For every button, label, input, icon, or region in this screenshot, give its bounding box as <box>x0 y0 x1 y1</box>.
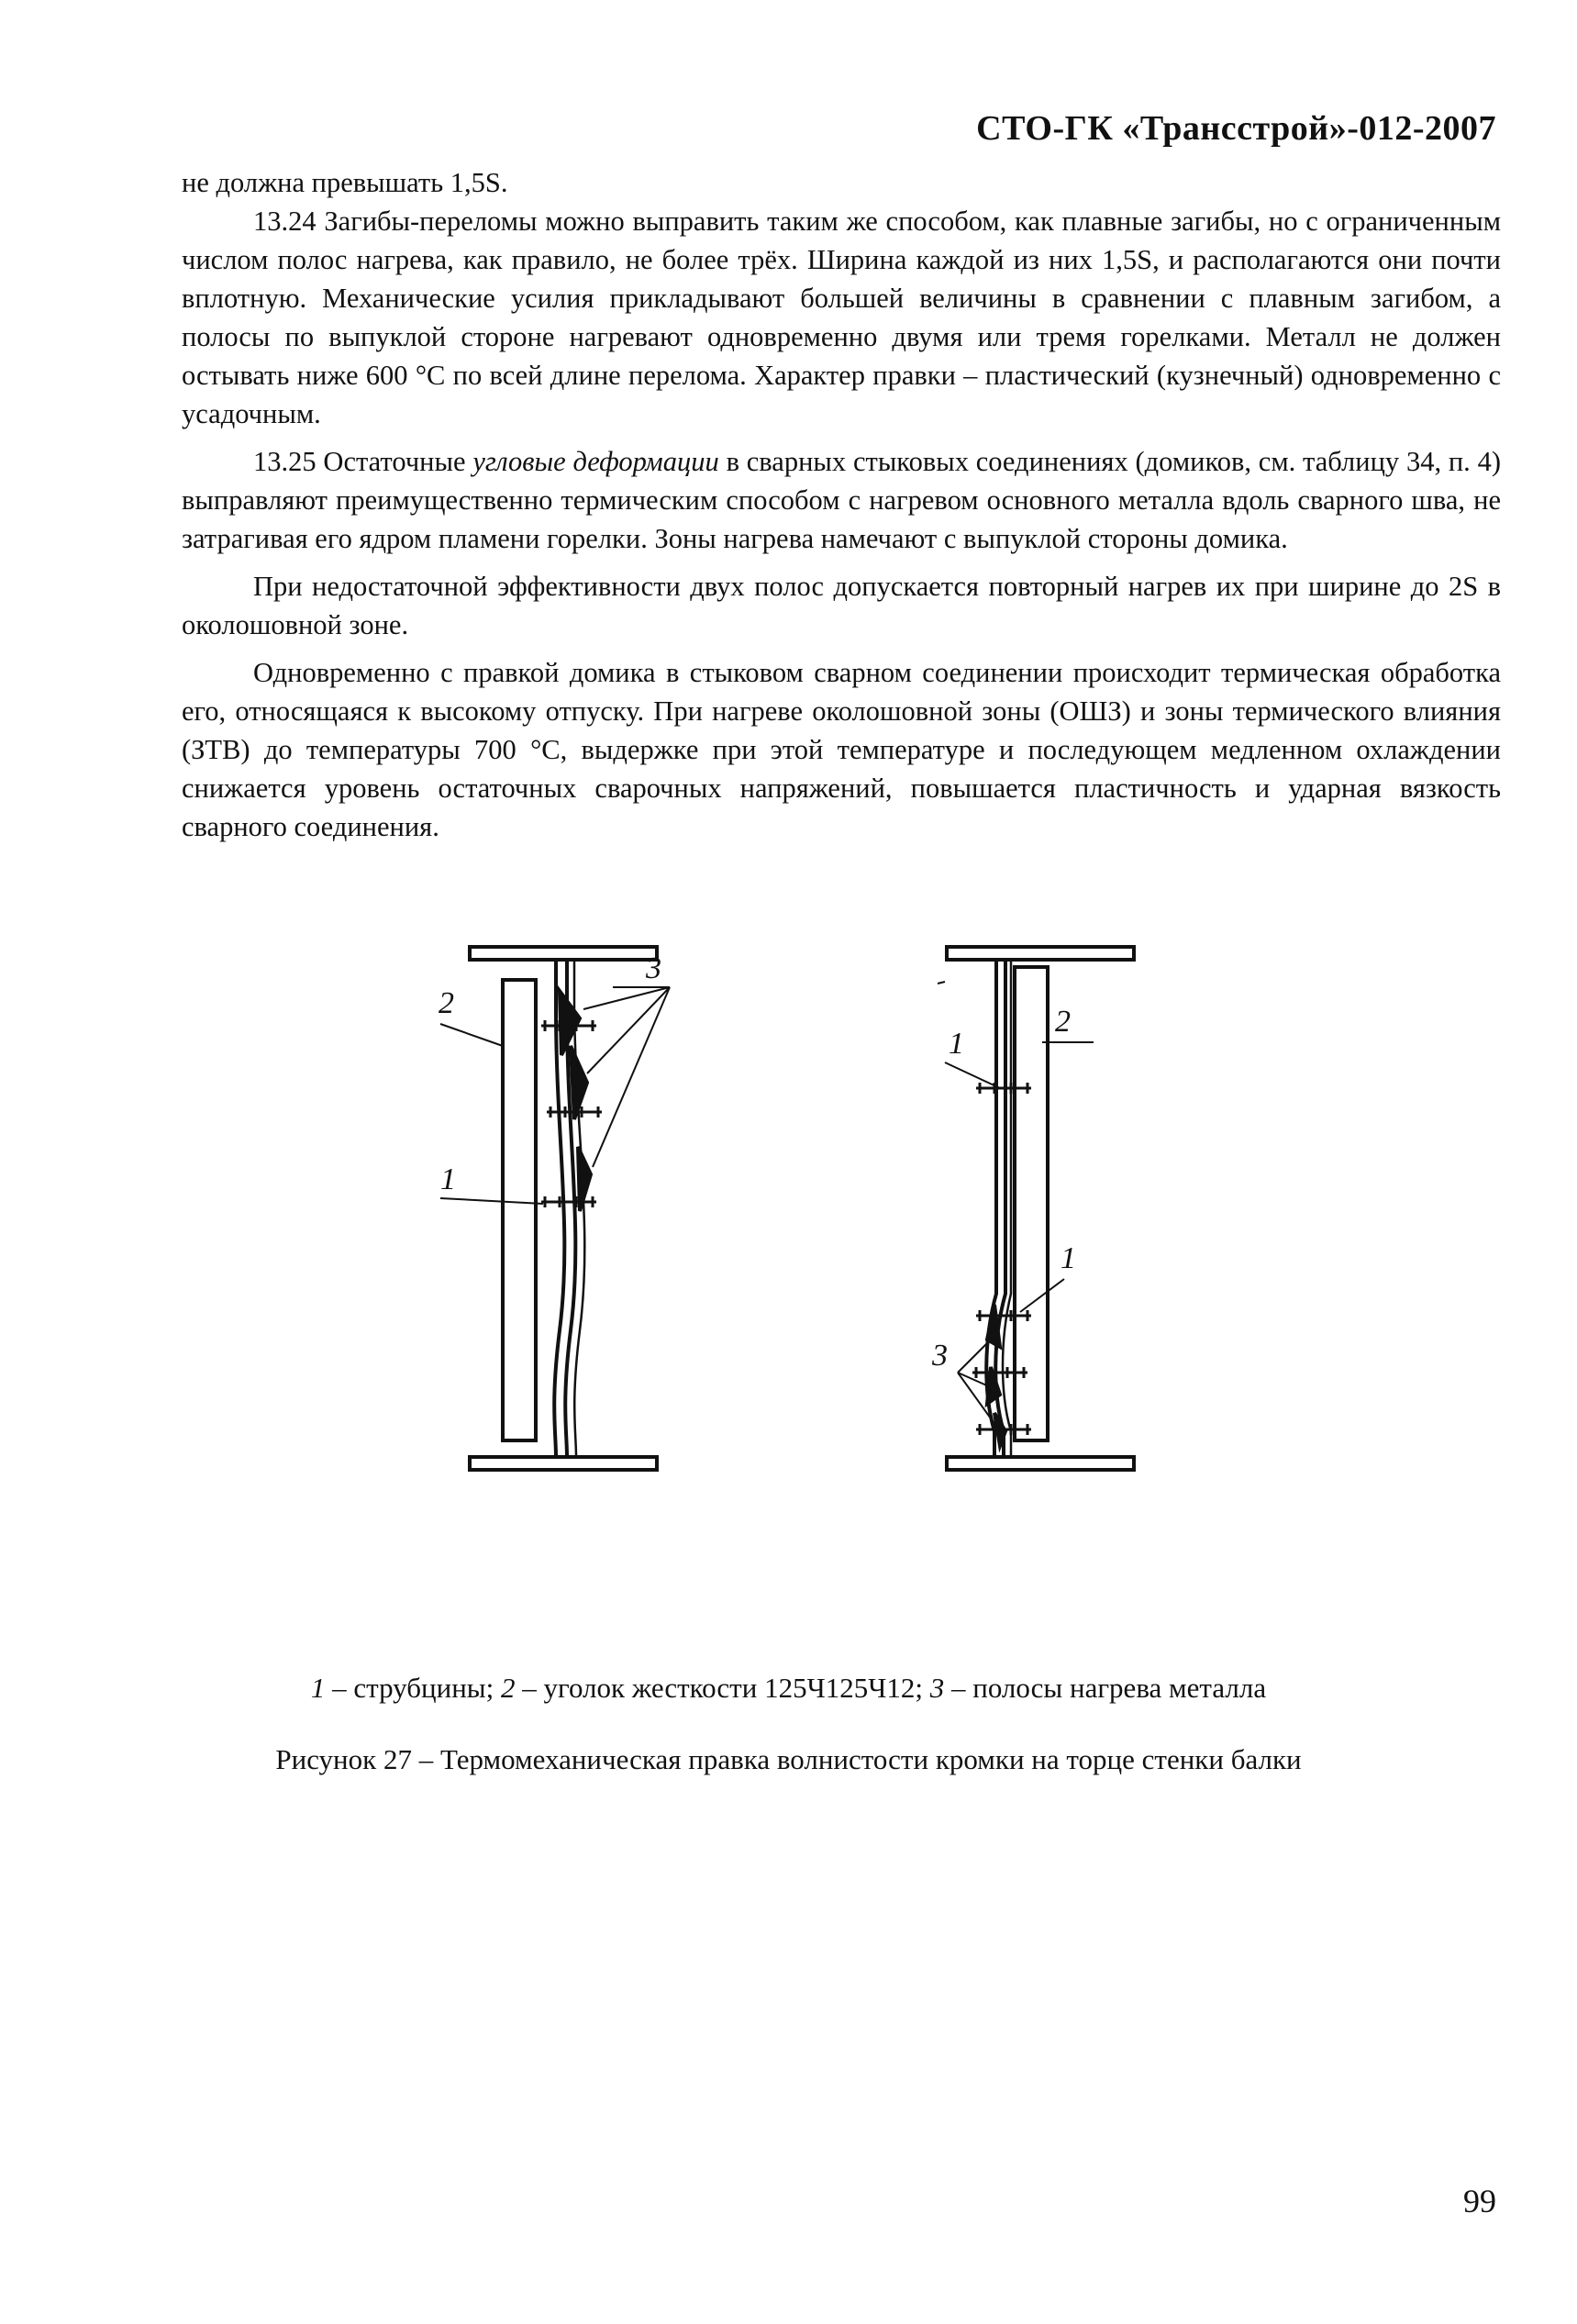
left-beam-section <box>440 947 670 1470</box>
paragraph-13-25-rest: в сварных стыковых соединениях (домиков, см. таблицу 34, п. 4) выправляют преимущественно термическим способом с нагревом основного металла вдоль сварного шва, не затрагивая его ядром пламени горелки. Зоны нагрева намечают с выпуклой стороны домика. <box>182 446 1502 554</box>
left-label-2-leader <box>440 1024 503 1046</box>
left-stiffener-angle <box>503 980 536 1440</box>
right-label-2: 2 <box>1055 1005 1071 1039</box>
left-top-flange <box>470 947 657 960</box>
right-label-1: 1 <box>949 1027 964 1061</box>
legend-num-1: 1 <box>310 1672 326 1704</box>
paragraph-heat-treatment: Одновременно с правкой домика в стыковом сварном соединении происходит термическая обработка его, относящаяся к высокому отпуску. При нагреве околошовной зоны (ОШЗ) и зоны термического влияния (ЗТВ) до температуры 700 °С, выдержке при этой температуре и последующем медленном охлаждении снижается уровень остаточных сварочных напряжений, повышается пластичность и ударная вязкость сварного соединения. <box>182 657 1501 842</box>
right-small-tick <box>938 982 945 984</box>
paragraph-13-25-italic: угловые деформации <box>472 446 719 477</box>
right-label-1b: 1 <box>1061 1241 1076 1275</box>
right-beam-section <box>938 947 1134 1470</box>
body-text <box>182 163 1501 855</box>
legend-text-1: – струбцины; <box>325 1672 501 1704</box>
right-label-1-leader <box>945 1062 1000 1088</box>
left-label-3: 3 <box>646 951 661 985</box>
right-top-flange <box>947 947 1134 960</box>
figure-27-diagram <box>367 936 1284 1523</box>
left-label-2: 2 <box>439 986 454 1020</box>
left-heating-strip <box>571 1046 587 1119</box>
legend-num-2: 2 <box>501 1672 516 1704</box>
right-label-3: 3 <box>932 1339 948 1373</box>
document-header: СТО-ГК «Трансстрой»-012-2007 <box>976 109 1496 148</box>
legend-text-3: – полосы нагрева металла <box>944 1672 1267 1704</box>
left-label-1: 1 <box>440 1162 456 1196</box>
left-bottom-flange <box>470 1457 657 1470</box>
legend-text-2: – уголок жесткости 125Ч125Ч12; <box>515 1672 930 1704</box>
legend-num-3: 3 <box>929 1672 945 1704</box>
paragraph-13-25-lead: 13.25 Остаточные <box>253 446 473 477</box>
paragraph-13-24: 13.24 Загибы-переломы можно выправить таким же способом, как плавные загибы, но с ограниченным числом полос нагрева, как правило, не более трёх. Ширина каждой из них 1,5S, и располагаются они почти вплотную. Механические усилия прикладывают большей величины в сравнении с плавным загибом, а полосы по выпуклой стороне нагревают одновременно двумя или тремя горелками. Металл не должен остывать ниже 600 °С по всей длине перелома. Характер правки – пластический (кузнечный) одновременно с усадочным. <box>182 206 1501 429</box>
right-stiffener-angle <box>1015 967 1048 1440</box>
paragraph-repeat-heating: При недостаточной эффективности двух полос допускается повторный нагрев их при ширине до 2S в околошовной зоне. <box>182 571 1501 640</box>
right-bottom-flange <box>947 1457 1134 1470</box>
figure-caption: Рисунок 27 – Термомеханическая правка волнистости кромки на торце стенки балки <box>275 1743 1302 1775</box>
paragraph-continuation: не должна превышать 1,5S. <box>182 167 508 198</box>
paragraph-13-25 <box>182 442 1501 558</box>
left-label-3-leader <box>583 987 670 1167</box>
figure-legend <box>0 1672 1577 1705</box>
left-clamp <box>541 1196 596 1207</box>
page-number: 99 <box>1463 2183 1496 2219</box>
